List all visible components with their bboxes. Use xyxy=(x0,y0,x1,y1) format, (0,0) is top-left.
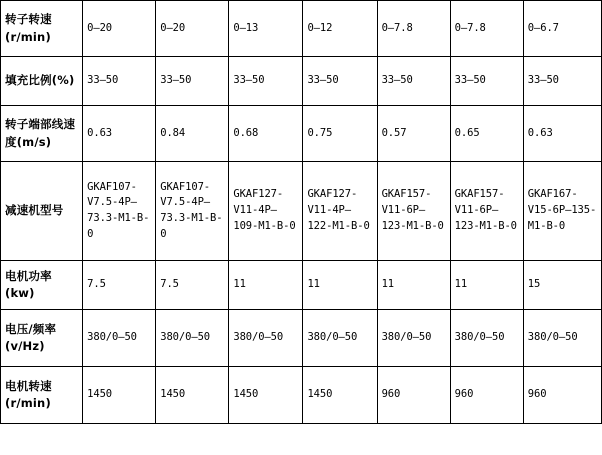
cell-motor-power-7: 15 xyxy=(523,261,601,310)
row-label-tip-speed: 转子端部线速度(m/s) xyxy=(1,106,83,162)
table-row xyxy=(1,57,602,106)
cell-voltage-frequency-6: 380/0—50 xyxy=(450,310,523,367)
cell-voltage-frequency-7: 380/0—50 xyxy=(523,310,601,367)
cell-voltage-frequency-2: 380/0—50 xyxy=(156,310,229,367)
table-row xyxy=(1,261,602,310)
table-row xyxy=(1,162,602,261)
cell-fill-ratio-3: 33—50 xyxy=(229,57,303,106)
cell-rotor-speed-3: 0—13 xyxy=(229,1,303,57)
cell-motor-speed-7: 960 xyxy=(523,367,601,424)
cell-motor-power-1: 7.5 xyxy=(83,261,156,310)
table-row xyxy=(1,367,602,424)
cell-tip-speed-5: 0.57 xyxy=(377,106,450,162)
cell-reducer-model-6: GKAF157-V11-6P—123-M1-B-0 xyxy=(450,162,523,261)
cell-voltage-frequency-1: 380/0—50 xyxy=(83,310,156,367)
cell-tip-speed-4: 0.75 xyxy=(303,106,377,162)
cell-fill-ratio-4: 33—50 xyxy=(303,57,377,106)
cell-tip-speed-1: 0.63 xyxy=(83,106,156,162)
cell-motor-power-4: 11 xyxy=(303,261,377,310)
table-row xyxy=(1,1,602,57)
cell-motor-power-3: 11 xyxy=(229,261,303,310)
cell-reducer-model-5: GKAF157-V11-6P—123-M1-B-0 xyxy=(377,162,450,261)
cell-reducer-model-2: GKAF107-V7.5-4P—73.3-M1-B-0 xyxy=(156,162,229,261)
cell-voltage-frequency-3: 380/0—50 xyxy=(229,310,303,367)
cell-rotor-speed-5: 0—7.8 xyxy=(377,1,450,57)
cell-motor-speed-5: 960 xyxy=(377,367,450,424)
cell-tip-speed-6: 0.65 xyxy=(450,106,523,162)
row-label-voltage-frequency: 电压/频率(v/Hz) xyxy=(1,310,83,367)
cell-motor-power-2: 7.5 xyxy=(156,261,229,310)
cell-motor-speed-3: 1450 xyxy=(229,367,303,424)
cell-fill-ratio-7: 33—50 xyxy=(523,57,601,106)
cell-reducer-model-3: GKAF127-V11-4P—109-M1-B-0 xyxy=(229,162,303,261)
table-row xyxy=(1,310,602,367)
cell-motor-power-6: 11 xyxy=(450,261,523,310)
row-label-reducer-model: 减速机型号 xyxy=(1,162,83,261)
cell-rotor-speed-7: 0—6.7 xyxy=(523,1,601,57)
cell-motor-speed-6: 960 xyxy=(450,367,523,424)
row-label-rotor-speed: 转子转速(r/min) xyxy=(1,1,83,57)
cell-tip-speed-3: 0.68 xyxy=(229,106,303,162)
cell-fill-ratio-2: 33—50 xyxy=(156,57,229,106)
cell-motor-power-5: 11 xyxy=(377,261,450,310)
cell-voltage-frequency-4: 380/0—50 xyxy=(303,310,377,367)
cell-rotor-speed-6: 0—7.8 xyxy=(450,1,523,57)
cell-motor-speed-1: 1450 xyxy=(83,367,156,424)
row-label-motor-speed: 电机转速(r/min) xyxy=(1,367,83,424)
cell-reducer-model-7: GKAF167-V15-6P—135-M1-B-0 xyxy=(523,162,601,261)
cell-fill-ratio-5: 33—50 xyxy=(377,57,450,106)
row-label-fill-ratio: 填充比例(%) xyxy=(1,57,83,106)
cell-voltage-frequency-5: 380/0—50 xyxy=(377,310,450,367)
cell-reducer-model-1: GKAF107-V7.5-4P—73.3-M1-B-0 xyxy=(83,162,156,261)
cell-rotor-speed-4: 0—12 xyxy=(303,1,377,57)
row-label-motor-power: 电机功率(kw) xyxy=(1,261,83,310)
cell-rotor-speed-1: 0—20 xyxy=(83,1,156,57)
cell-motor-speed-4: 1450 xyxy=(303,367,377,424)
cell-motor-speed-2: 1450 xyxy=(156,367,229,424)
cell-reducer-model-4: GKAF127-V11-4P—122-M1-B-0 xyxy=(303,162,377,261)
cell-tip-speed-2: 0.84 xyxy=(156,106,229,162)
table-row xyxy=(1,106,602,162)
cell-tip-speed-7: 0.63 xyxy=(523,106,601,162)
cell-fill-ratio-1: 33—50 xyxy=(83,57,156,106)
cell-fill-ratio-6: 33—50 xyxy=(450,57,523,106)
cell-rotor-speed-2: 0—20 xyxy=(156,1,229,57)
